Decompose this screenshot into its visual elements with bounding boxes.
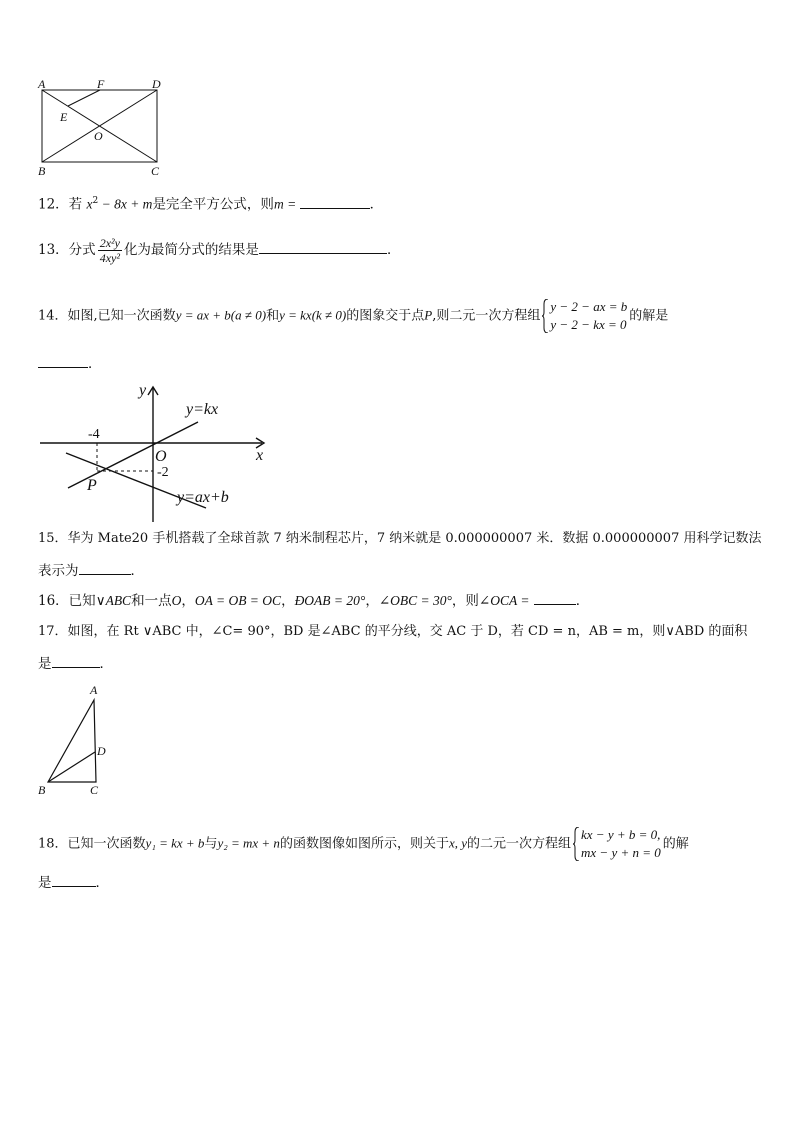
- q16-sep1: ，: [181, 593, 195, 609]
- q15-text: 15．华为 Mate20 手机搭载了全球首款 7 纳米制程芯片，7 纳米就是 0.000000007 米．数据 0.000000007 用科学记数法: [38, 531, 762, 546]
- label-C: C: [90, 783, 99, 797]
- y-label: y: [139, 382, 147, 399]
- triangle-figure-17: [36, 682, 116, 798]
- q14-and: 和: [266, 308, 280, 324]
- q16-sep2: ，: [281, 593, 295, 609]
- question-15-line2: [38, 561, 144, 581]
- origin-label: O: [155, 448, 167, 465]
- brace-icon: [573, 827, 579, 861]
- q14-mid2: ,则二元一次方程组: [432, 308, 541, 324]
- label-A: A: [38, 77, 46, 91]
- q12-expr: − 8x + m: [98, 196, 153, 212]
- answer-blank-17[interactable]: [52, 654, 100, 668]
- q17-text: 17．如图，在 Rt ∨ABC 中，∠C= 90°，BD 是∠ABC 的平分线，交 AC 于 D，若 CD = n，AB = m，则∨ABD 的面积: [38, 624, 748, 639]
- label-A: A: [90, 683, 98, 697]
- q18-end: ．: [95, 875, 109, 891]
- x-label: x: [256, 447, 264, 464]
- question-18: [38, 826, 689, 862]
- q18-line2: 是: [38, 875, 52, 891]
- q14-eq2: y − 2 − kx = 0: [550, 317, 627, 332]
- question-17: [38, 622, 747, 642]
- q14-cond2: (k ≠ 0): [311, 307, 347, 323]
- answer-blank-15[interactable]: [79, 561, 131, 575]
- q14-point: P: [424, 307, 433, 323]
- point-P-label: P: [87, 477, 97, 494]
- label-B: B: [38, 783, 46, 797]
- q13-denominator: 4xy²: [99, 251, 120, 265]
- rectangle-figure: [34, 76, 174, 178]
- q14-tail: 的解是: [629, 308, 669, 324]
- q12-text: 12．若: [38, 196, 83, 213]
- answer-blank-13[interactable]: [259, 240, 387, 254]
- q14-func2: y = kx: [279, 307, 312, 323]
- q12-m: m: [273, 196, 284, 212]
- q14-cond1: (a ≠ 0): [230, 307, 267, 323]
- q18-with: 与: [204, 836, 218, 852]
- label-D: D: [97, 744, 106, 758]
- question-12: [38, 191, 383, 215]
- q12-eq: =: [283, 196, 300, 212]
- q18-func2: y₂ = mx + n: [217, 835, 280, 851]
- label-C: C: [151, 164, 160, 178]
- q16-expr2: ÐOAB = 20°: [294, 593, 366, 608]
- q13-end: ．: [386, 242, 401, 258]
- brace-icon: [542, 299, 548, 333]
- q16-sep3: ，: [365, 593, 379, 609]
- q16-point: O: [171, 593, 182, 608]
- q18-eq1: kx − y + b = 0,: [581, 827, 661, 842]
- answer-blank-14[interactable]: [38, 354, 88, 368]
- q18-mid2: 的二元一次方程组: [467, 836, 572, 852]
- answer-blank-18[interactable]: [52, 873, 96, 887]
- q16-expr3: ∠OBC = 30°: [378, 593, 452, 608]
- q13-text: 13．分式: [38, 242, 96, 258]
- q18-mid: 的函数图像如图所示，则关于: [279, 836, 449, 852]
- tick-neg2: -2: [157, 465, 169, 480]
- q12-mid: 是完全平方公式，则: [152, 196, 274, 213]
- tick-neg4: -4: [88, 427, 100, 442]
- q16-sep4: ，则: [451, 593, 479, 609]
- q12-exp: 2: [92, 196, 99, 206]
- question-13: [38, 236, 400, 265]
- q14-end: ．: [88, 356, 102, 372]
- question-18-line2: [38, 873, 109, 893]
- q14-func1: y = ax + b: [175, 307, 231, 323]
- label-F: F: [97, 77, 105, 91]
- line-axb-label: y=ax+b: [177, 489, 229, 506]
- question-14-answer-line: [38, 354, 102, 374]
- q18-text: 18．已知一次函数: [38, 836, 146, 852]
- q13-fraction: [98, 236, 122, 265]
- q18-equation-system: [573, 826, 661, 862]
- question-16: [38, 591, 589, 611]
- q12-end: ．: [369, 196, 384, 213]
- q16-text: 16．已知: [38, 593, 96, 609]
- q16-triangle: ∨ABC: [95, 593, 132, 608]
- label-E: E: [60, 110, 68, 124]
- answer-blank-12[interactable]: [300, 195, 370, 209]
- q18-eq2: mx − y + n = 0: [581, 845, 661, 860]
- question-15: [38, 529, 761, 549]
- question-14: [38, 298, 668, 334]
- q17-line2: 是: [38, 656, 52, 672]
- question-17-line2: [38, 654, 113, 674]
- line-kx-label: y=kx: [186, 401, 219, 418]
- q16-expr4: ∠OCA =: [478, 593, 530, 608]
- label-D: D: [152, 77, 161, 91]
- q16-end: ．: [575, 593, 590, 609]
- answer-blank-16[interactable]: [534, 591, 576, 605]
- q14-mid: 的图象交于点: [346, 308, 425, 324]
- q18-vars: x, y: [448, 835, 467, 851]
- label-B: B: [38, 164, 46, 178]
- q12-var-x: x: [86, 196, 93, 212]
- q13-mid: 化为最简分式的结果是: [123, 242, 259, 258]
- q15-line2: 表示为: [38, 563, 79, 579]
- label-O: O: [94, 129, 103, 143]
- q15-end: ．: [130, 563, 144, 579]
- q14-equation-system: [542, 298, 627, 334]
- q13-numerator: 2x²y: [99, 236, 120, 250]
- q14-eq1: y − 2 − ax = b: [550, 299, 628, 314]
- q16-expr1: OA = OB = OC: [194, 593, 282, 608]
- q17-end: ．: [99, 656, 113, 672]
- q14-text: 14．如图,已知一次函数: [38, 308, 176, 324]
- q16-mid: 和一点: [131, 593, 172, 609]
- graph-14: [36, 378, 276, 526]
- q18-func1: y₁ = kx + b: [145, 835, 205, 851]
- q18-tail: 的解: [662, 836, 689, 852]
